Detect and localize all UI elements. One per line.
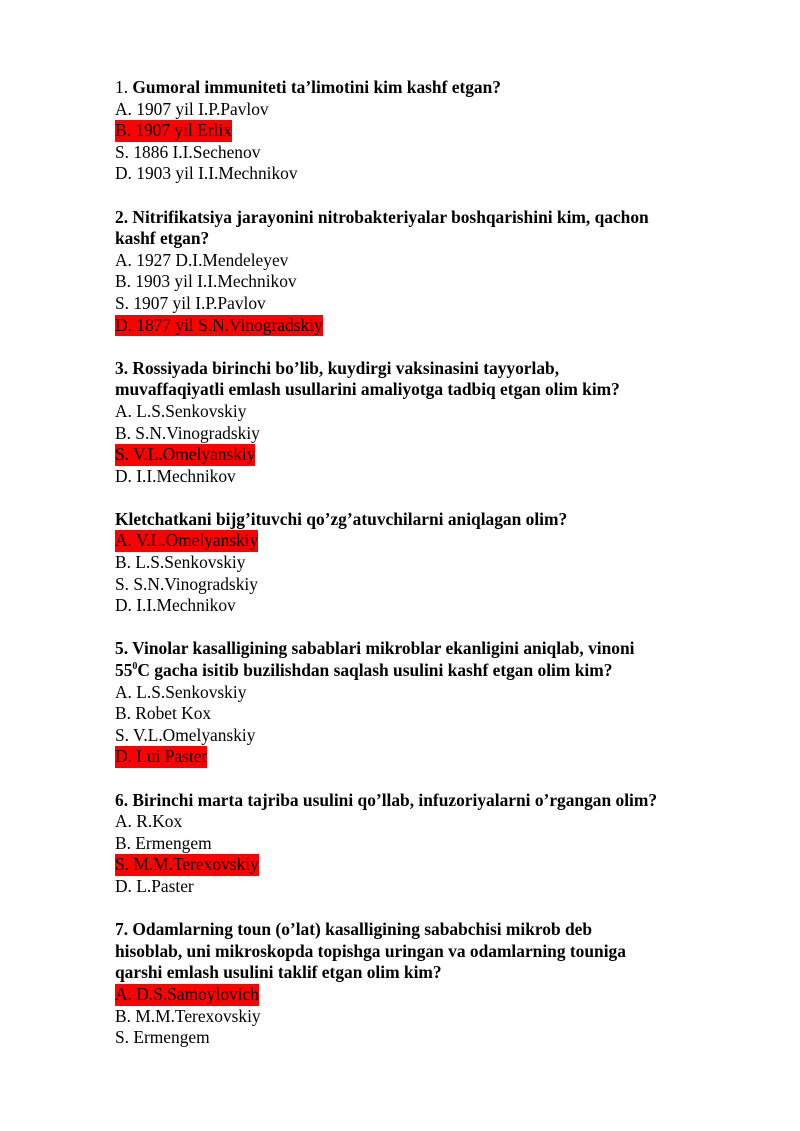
option-d: D. L.Paster [115, 875, 194, 896]
question-4-text: Kletchatkani bijg’ituvchi qo’zg’atuvchilarni aniqlagan olim? [115, 508, 568, 529]
option-d: D. I.I.Mechnikov [115, 595, 236, 616]
question-number: 2. [115, 206, 129, 227]
option-b: B. S.N.Vinogradskiy [115, 422, 260, 443]
question-number: 6. [115, 789, 129, 810]
question-number: 1. [115, 77, 129, 97]
document-page [115, 77, 715, 1070]
question-6-text: 6. Birinchi marta tajriba usulini qo’llab, infuzoriyalarni o’rgangan olim? [115, 789, 658, 810]
option-a: A. 1907 yil I.P.Pavlov [115, 98, 269, 119]
option-s: S. S.N.Vinogradskiy [115, 573, 258, 594]
option-b: B. 1903 yil I.I.Mechnikov [115, 271, 297, 292]
option-a: A. 1927 D.I.Mendeleyev [115, 249, 289, 270]
option-d-correct: D. Lui Paster [115, 746, 208, 767]
option-b: B. M.M.Terexovskiy [115, 1005, 261, 1026]
question-title: Gumoral immuniteti ta’limotini kim kashf etgan? [132, 77, 501, 97]
option-b-correct: B. 1907 yil Erlix [115, 120, 232, 141]
question-2 [115, 207, 715, 337]
option-d: D. 1903 yil I.I.Mechnikov [115, 163, 298, 184]
option-a: A. R.Kox [115, 811, 183, 832]
option-d: D. I.I.Mechnikov [115, 465, 236, 486]
option-a-correct: A. V.L.Omelyanskiy [115, 530, 259, 551]
option-d-correct: D. 1877 yil S.N.Vinogradskiy [115, 314, 323, 335]
option-s: S. Ermengem [115, 1027, 210, 1048]
option-b: B. Ermengem [115, 832, 212, 853]
question-1 [115, 77, 715, 185]
question-3 [115, 358, 715, 488]
option-a: A. L.S.Senkovskiy [115, 400, 247, 421]
question-5 [115, 638, 715, 768]
option-b: B. L.S.Senkovskiy [115, 552, 246, 573]
question-5-text: 5. Vinolar kasalligining sabablari mikroblar ekanligini aniqlab, vinoni $55^0C$ gacha isitib buzilishdan saqlash usulini kashf etgan olim kim? [115, 638, 635, 681]
option-s-correct: S. M.M.Terexovskiy [115, 854, 259, 875]
question-7-text: 7. Odamlarning toun (o’lat) kasalligining sababchisi mikrob deb hisoblab, uni mikroskopda topishga uringan va odamlarning touniga qarshi emlash usulini taklif etgan olim kim? [115, 919, 626, 983]
question-6 [115, 790, 715, 898]
option-s-correct: S. V.L.Omelyanskiy [115, 444, 256, 465]
option-b: B. Robet Kox [115, 703, 212, 724]
question-4 [115, 509, 715, 617]
option-a: A. L.S.Senkovskiy [115, 681, 247, 702]
option-a-correct: A. D.S.Samoylovich [115, 983, 259, 1004]
question-2-text: 2. Nitrifikatsiya jarayonini nitrobakteriyalar boshqarishini kim, qachon kashf etgan? [115, 206, 649, 249]
option-s: S. 1886 I.I.Sechenov [115, 141, 261, 162]
question-1-text [115, 77, 715, 99]
question-number: 7. [115, 919, 129, 940]
question-number: 3. [115, 357, 129, 378]
question-3-text: 3. Rossiyada birinchi bo’lib, kuydirgi vaksinasini tayyorlab, muvaffaqiyatli emlash usullarini amaliyotga tadbiq etgan olim kim? [115, 357, 620, 400]
option-s: S. 1907 yil I.P.Pavlov [115, 292, 266, 313]
option-s: S. V.L.Omelyanskiy [115, 724, 256, 745]
question-7 [115, 919, 715, 1049]
question-number: 5. [115, 638, 129, 659]
